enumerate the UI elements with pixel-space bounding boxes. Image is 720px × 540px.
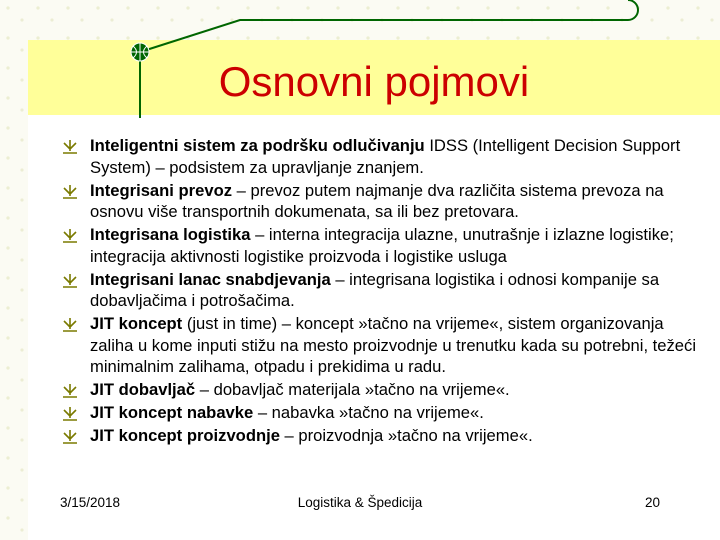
- bullet-term: JIT koncept: [90, 314, 183, 333]
- bullet-list: [62, 135, 702, 448]
- bullet-term: JIT dobavljač: [90, 380, 196, 399]
- bullet-term: Integrisani prevoz: [90, 180, 233, 200]
- star-bullet-icon: [62, 139, 78, 154]
- page-number: 20: [644, 495, 660, 510]
- star-bullet-icon: [62, 317, 78, 332]
- list-item: [62, 313, 702, 378]
- bullet-text: – dobavljač materijala »tačno na vrijeme«.: [195, 380, 510, 399]
- list-item: [62, 180, 702, 223]
- bullet-term: JIT koncept nabavke: [90, 403, 254, 422]
- bullet-text: IDSS (Intelligent Decision Support System) – podsistem za upravljanje znanjem.: [90, 136, 681, 177]
- star-bullet-icon: [62, 184, 78, 199]
- bullet-term: Inteligentni sistem za podršku odlučivanju: [90, 136, 425, 155]
- list-item: [62, 269, 702, 312]
- bullet-text: – interna integracija ulazne, unutrašnje i izlazne logistike; integracija aktivnosti logistike proizvoda i logistike usluga: [90, 225, 674, 266]
- bullet-term: Integrisani lanac snabdjevanja: [90, 269, 331, 289]
- star-bullet-icon: [62, 228, 78, 243]
- bullet-term: Integrisana logistika: [90, 225, 251, 244]
- list-item: [62, 224, 702, 267]
- bullet-text: – nabavka »tačno na vrijeme«.: [253, 403, 484, 422]
- bullet-text: – integrisana logistika i odnosi kompanije sa dobavljačima i potrošačima.: [90, 269, 660, 310]
- bullet-term: JIT koncept proizvodnje: [90, 426, 280, 445]
- list-item: [62, 402, 702, 424]
- page-title: Osnovni pojmovi: [218, 58, 530, 105]
- bullet-text: – prevoz putem najmanje dva različita sistema prevoza na osnovu više transportnih dokumenata, sa ili bez pretovara.: [90, 180, 664, 221]
- list-item: [62, 379, 702, 401]
- star-bullet-icon: [62, 429, 78, 444]
- footer-title: Logistika & Špedicija: [297, 495, 423, 510]
- footer-date: 3/15/2018: [60, 495, 121, 510]
- star-bullet-icon: [62, 406, 78, 421]
- star-bullet-icon: [62, 383, 78, 398]
- list-item: [62, 135, 702, 178]
- bullet-text: (just in time) – koncept »tačno na vrijeme«, sistem organizovanja zaliha u kome inputi stižu na mesto proizvodnje u trenutku kada su potrebni, težeći minimalnim zalihama, otpadu i prekidima u radu.: [90, 314, 697, 376]
- list-item: [62, 425, 702, 447]
- bullet-text: – proizvodnja »tačno na vrijeme«.: [279, 426, 533, 445]
- star-bullet-icon: [62, 273, 78, 288]
